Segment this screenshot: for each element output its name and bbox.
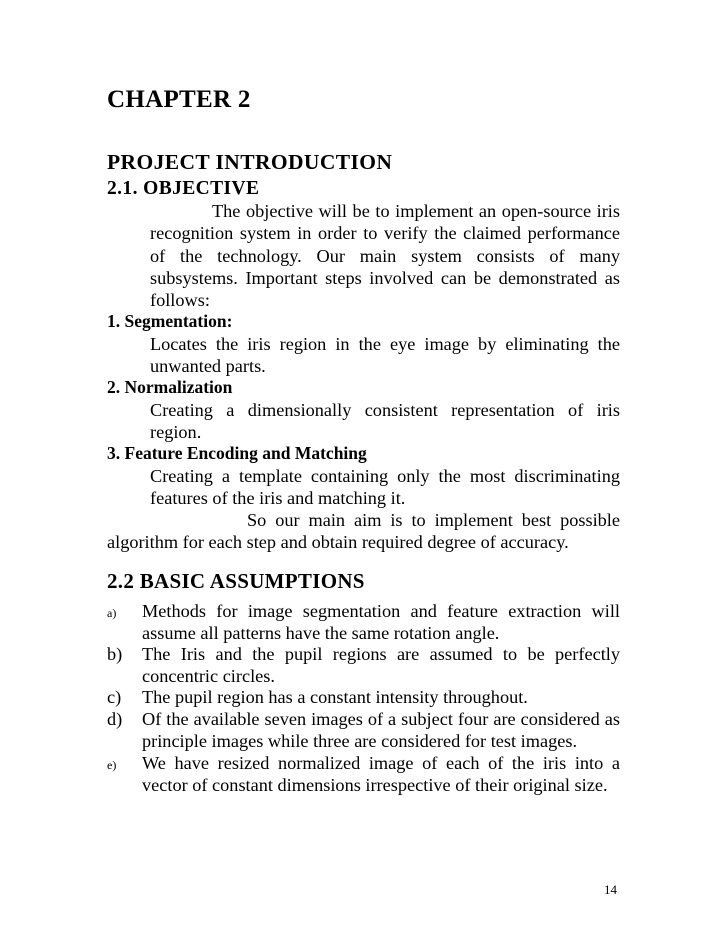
step-segmentation-text: Locates the iris region in the eye image by eliminating the unwanted parts. (150, 334, 620, 377)
chapter-heading: CHAPTER 2 (107, 86, 251, 113)
assumption-text: Of the available seven images of a subject four are considered as principle images while three are considered for test images. (142, 709, 620, 752)
step-feature-encoding-heading: 3. Feature Encoding and Matching (107, 443, 367, 463)
step-normalization-text: Creating a dimensionally consistent representation of iris region. (150, 400, 620, 443)
objective-closing-text: So our main aim is to implement best possible algorithm for each step and obtain required degree of accuracy. (107, 510, 620, 553)
step-segmentation-heading: 1. Segmentation: (107, 311, 233, 331)
section-title: PROJECT INTRODUCTION (107, 150, 393, 174)
assumption-label: e) (107, 758, 117, 772)
assumption-text: Methods for image segmentation and feature extraction will assume all patterns have the same rotation angle. (142, 601, 620, 644)
objective-closing (107, 509, 620, 554)
assumption-text: The Iris and the pupil regions are assumed to be perfectly concentric circles. (142, 644, 620, 687)
step-feature-encoding-text: Creating a template containing only the most discriminating features of the iris and matching it. (150, 466, 620, 509)
page-number: 14 (604, 882, 617, 897)
assumption-text: The pupil region has a constant intensity throughout. (142, 687, 528, 707)
assumption-label: c) (107, 687, 122, 707)
assumption-text: We have resized normalized image of each of the iris into a vector of constant dimensions irrespective of their original size. (142, 753, 620, 796)
assumption-label: a) (107, 606, 117, 620)
assumption-label: d) (107, 709, 123, 729)
objective-heading: 2.1. OBJECTIVE (107, 178, 260, 199)
objective-paragraph: The objective will be to implement an open-source iris recognition system in order to verify the claimed performance of the technology. Our main system consists of many subsystems. Important steps involved can be demonstrated as follows: (150, 201, 620, 311)
step-normalization-heading: 2. Normalization (107, 377, 233, 397)
assumption-label: b) (107, 644, 123, 664)
assumptions-heading: 2.2 BASIC ASSUMPTIONS (107, 569, 365, 593)
